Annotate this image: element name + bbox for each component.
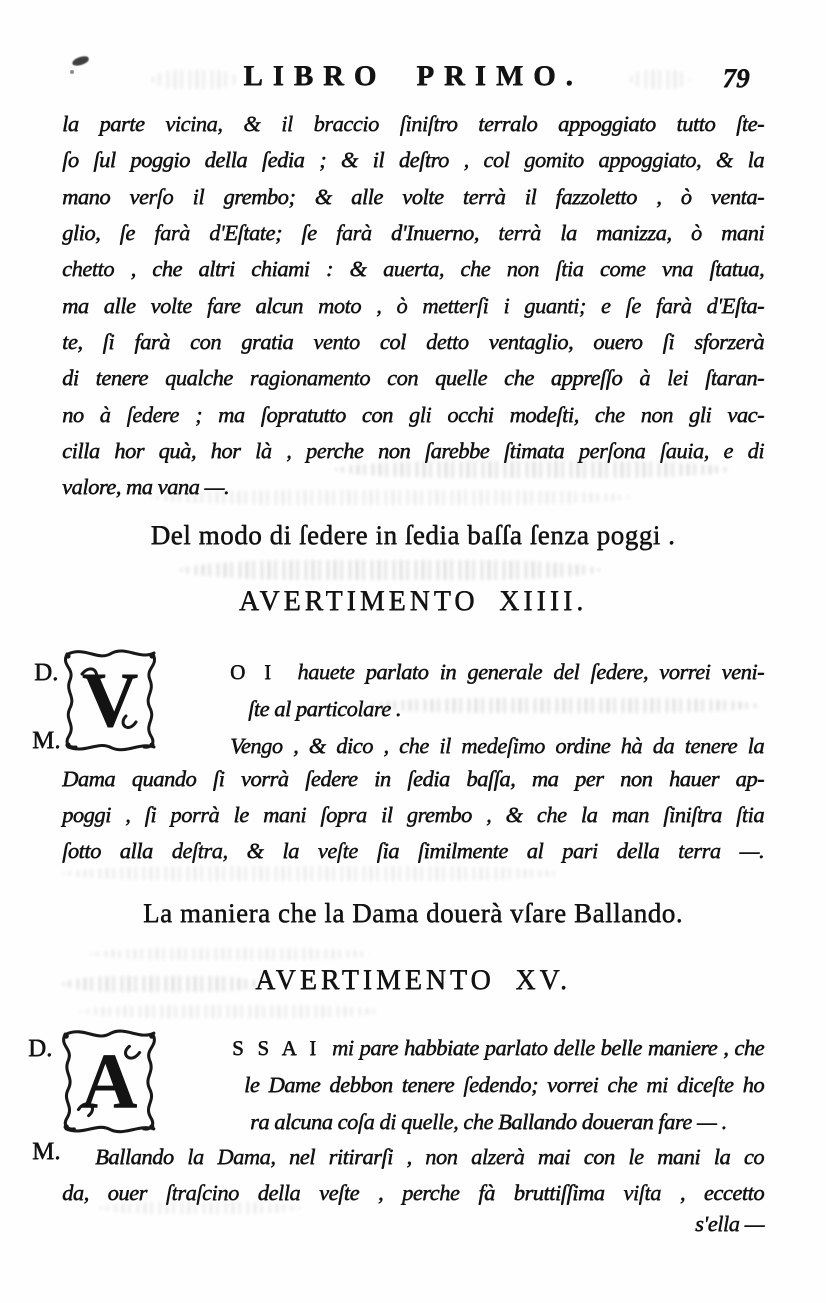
text-line: ma alle volte fare alcun moto , ò metterſi i guanti; e ſe farà d'Eſta- — [62, 293, 764, 318]
text-line: da, ouer ſtraſcino della veſte , perche fà bruttiſſima viſta , eccetto — [62, 1180, 764, 1205]
dropcap-letter: V — [81, 656, 139, 743]
text-line: di tenere qualche ragionamento con quelle che appreſſo à lei ſtaran- — [62, 365, 764, 390]
bleedthrough-mark — [180, 560, 600, 580]
text-line — [230, 655, 764, 691]
section-heading-sedia-bassa: Del modo di ſedere in ſedia baſſa ſenza poggi . — [150, 520, 676, 550]
text-line: valore, ma vana —. — [62, 474, 230, 499]
text-line: ſo ſul poggio della ſedia ; & il deſtro , col gomito appoggiato, & la — [62, 147, 764, 172]
bleedthrough-mark — [150, 490, 630, 505]
text-line: Ballando la Dama, nel ritirarſi , non alzerà mai con le mani la co — [95, 1144, 764, 1169]
text-line: la parte vicina, & il braccio ſiniſtro terralo appoggiato tutto ſte- — [62, 111, 764, 136]
line-rest: mi pare habbiate parlato delle belle maniere , che — [331, 1035, 764, 1060]
speaker-label-d: D. — [28, 1035, 53, 1062]
text-line: ſte al particolare . — [248, 696, 401, 721]
avertimento-xv-heading: AVERTIMENTO XV. — [255, 965, 571, 996]
bleedthrough-mark — [62, 866, 562, 881]
catchword: s'ella — — [695, 1211, 764, 1236]
bleedthrough-mark — [100, 1202, 300, 1214]
avertimento-xiiii-heading: AVERTIMENTO XIIII. — [238, 586, 588, 617]
ink-smudge — [71, 55, 89, 67]
dropcap-letter: A — [80, 1037, 138, 1124]
text-line: poggi , ſi porrà le mani ſopra il grembo , & che la man ſiniſtra ſtia — [62, 802, 764, 827]
text-line: mano verſo il grembo; & alle volte terrà il fazzoletto , ò venta- — [62, 184, 764, 209]
text-line: te, ſi farà con gratia vento col detto ventaglio, ouero ſi sforzerà — [62, 329, 764, 354]
text-line: cilla hor quà, hor là , perche non ſarebbe ſtimata perſona ſauia, e di — [62, 438, 764, 463]
page-number: 79 — [722, 63, 750, 93]
text-line: Vengo , & dico , che il medeſimo ordine hà da tenere la — [230, 733, 764, 758]
speaker-label-d: D. — [34, 659, 59, 686]
text-line: chetto , che altri chiami : & auerta, che non ſtia come vna ſtatua, — [62, 256, 764, 281]
text-line: glio, ſe farà d'Eſtate; ſe farà d'Inuerno, terrà la manizza, ò mani — [62, 220, 764, 245]
section-heading-ballando: La maniera che la Dama douerà vſare Ballando. — [142, 898, 684, 928]
bleedthrough-mark — [90, 948, 370, 960]
lead-caps: O I — [230, 660, 275, 684]
speaker-label-m: M. — [32, 1138, 61, 1165]
line-rest: hauete parlato in generale del ſedere, vorrei veni- — [297, 659, 765, 684]
bleedthrough-mark — [365, 698, 760, 713]
text-line: no à ſedere ; ma ſopratutto con gli occhi modeſti, che non gli vac- — [62, 402, 764, 427]
text-line: Dama quando ſi vorrà ſedere in ſedia baſſa, ma per non hauer ap- — [62, 766, 764, 791]
speaker-label-m: M. — [32, 727, 61, 754]
running-title: LIBRO PRIMO. — [243, 60, 583, 92]
dropcap-initial-v — [60, 648, 160, 752]
ink-speck — [70, 70, 74, 74]
text-line: ra alcuna coſa di quelle, che Ballando doueran fare — . — [250, 1109, 727, 1134]
bleedthrough-mark — [80, 1005, 380, 1018]
text-line — [232, 1031, 764, 1067]
text-line: le Dame debbon tenere ſedendo; vorrei che mi diceſte ho — [244, 1072, 764, 1097]
dropcap-initial-a — [58, 1028, 160, 1134]
bleedthrough-mark — [335, 461, 730, 478]
lead-caps: S S A I — [232, 1036, 320, 1060]
text-line: ſotto alla deſtra, & la veſte ſia ſimilmente al pari della terra —. — [62, 838, 764, 863]
